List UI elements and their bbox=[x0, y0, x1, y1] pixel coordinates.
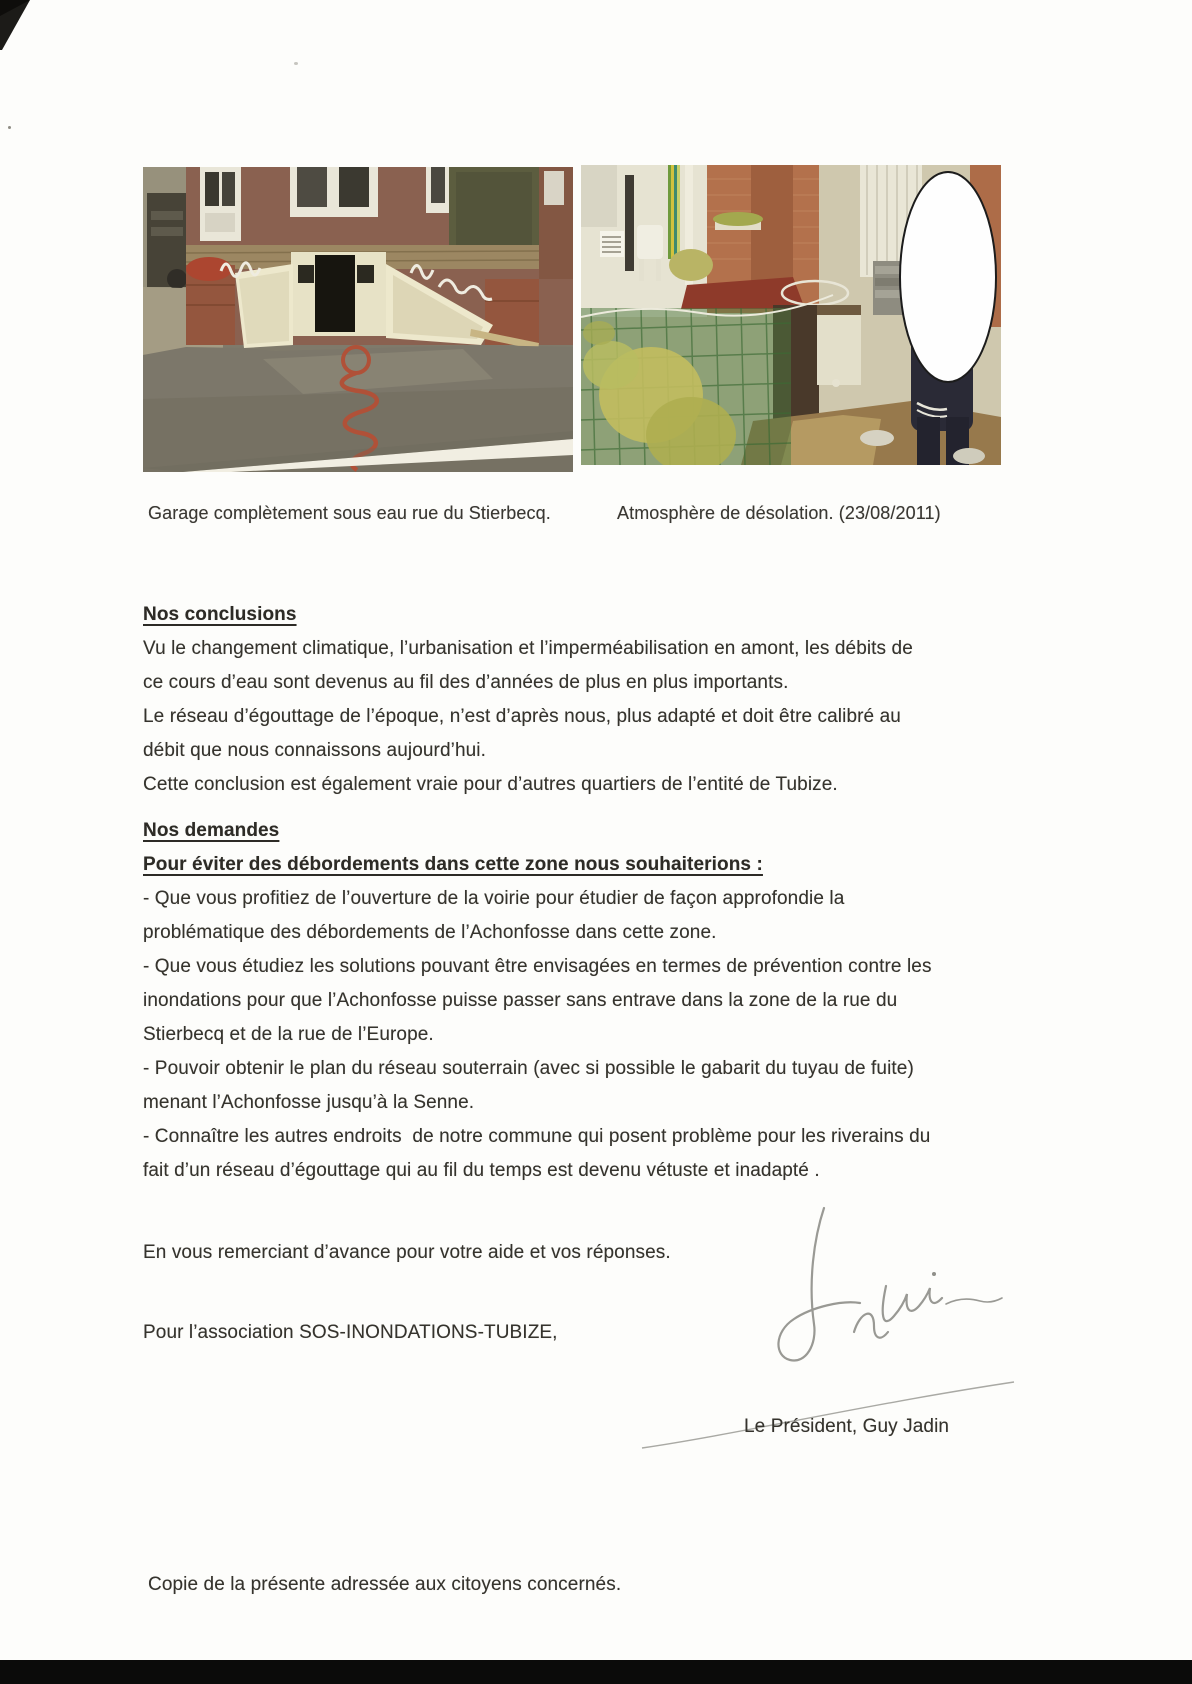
section-conclusions bbox=[143, 598, 1043, 802]
photo-desolation-courtyard bbox=[581, 165, 1001, 465]
green-mesh-fence bbox=[581, 308, 791, 465]
text-line: Stierbecq et de la rue de l’Europe. bbox=[143, 1024, 434, 1045]
demandes-body bbox=[143, 882, 1063, 1188]
association-line: Pour l’association SOS-INONDATIONS-TUBIZE, bbox=[143, 1322, 558, 1343]
text-line: Le réseau d’égouttage de l’époque, n’est d’après nous, plus adapté et doit être calibré au bbox=[143, 706, 901, 727]
demandes-subheading: Pour éviter des débordements dans cette zone nous souhaiterions : bbox=[143, 854, 763, 875]
section-demandes bbox=[143, 814, 1063, 1188]
president-line: Le Président, Guy Jadin bbox=[744, 1416, 950, 1437]
scan-speck bbox=[8, 126, 11, 129]
text-line: débit que nous connaissons aujourd’hui. bbox=[143, 740, 486, 761]
desolation-courtyard-art bbox=[581, 165, 1001, 465]
privacy-mask-oval bbox=[900, 172, 996, 382]
copy-note: Copie de la présente adressée aux citoyens concernés. bbox=[148, 1574, 622, 1595]
closing-thanks: En vous remerciant d’avance pour votre aide et vos réponses. bbox=[143, 1242, 671, 1263]
scan-corner-artifact bbox=[0, 0, 40, 56]
conclusions-body bbox=[143, 632, 1043, 802]
demandes-heading: Nos demandes bbox=[143, 820, 280, 841]
scan-bottom-bar bbox=[0, 1660, 1192, 1684]
text-line: problématique des débordements de l’Achonfosse dans cette zone. bbox=[143, 922, 717, 943]
text-line: Cette conclusion est également vraie pour d’autres quartiers de l’entité de Tubize. bbox=[143, 774, 838, 795]
photo-caption-left: Garage complètement sous eau rue du Stierbecq. bbox=[148, 503, 551, 523]
photo-caption-right: Atmosphère de désolation. (23/08/2011) bbox=[617, 503, 941, 523]
photo-flooded-garage bbox=[143, 167, 573, 472]
text-line: inondations pour que l’Achonfosse puisse passer sans entrave dans la zone de la rue du bbox=[143, 990, 898, 1011]
text-line: - Pouvoir obtenir le plan du réseau souterrain (avec si possible le gabarit du tuyau de fuite) bbox=[143, 1058, 914, 1079]
flooded-garage-art bbox=[143, 167, 573, 472]
text-line: Vu le changement climatique, l’urbanisation et l’imperméabilisation en amont, les débits de bbox=[143, 638, 913, 659]
text-line: fait d’un réseau d’égouttage qui au fil du temps est devenu vétuste et inadapté . bbox=[143, 1160, 820, 1181]
conclusions-heading: Nos conclusions bbox=[143, 604, 297, 625]
text-line: - Que vous profitiez de l’ouverture de la voirie pour étudier de façon approfondie la bbox=[143, 888, 845, 909]
text-line: - Que vous étudiez les solutions pouvant être envisagées en termes de prévention contre les bbox=[143, 956, 932, 977]
text-line: ce cours d’eau sont devenus au fil des d’années de plus en plus importants. bbox=[143, 672, 789, 693]
text-line: - Connaître les autres endroits de notre commune qui posent problème pour les riverains du bbox=[143, 1126, 931, 1147]
scan-speck bbox=[294, 62, 298, 65]
text-line: menant l’Achonfosse jusqu’à la Senne. bbox=[143, 1092, 475, 1113]
